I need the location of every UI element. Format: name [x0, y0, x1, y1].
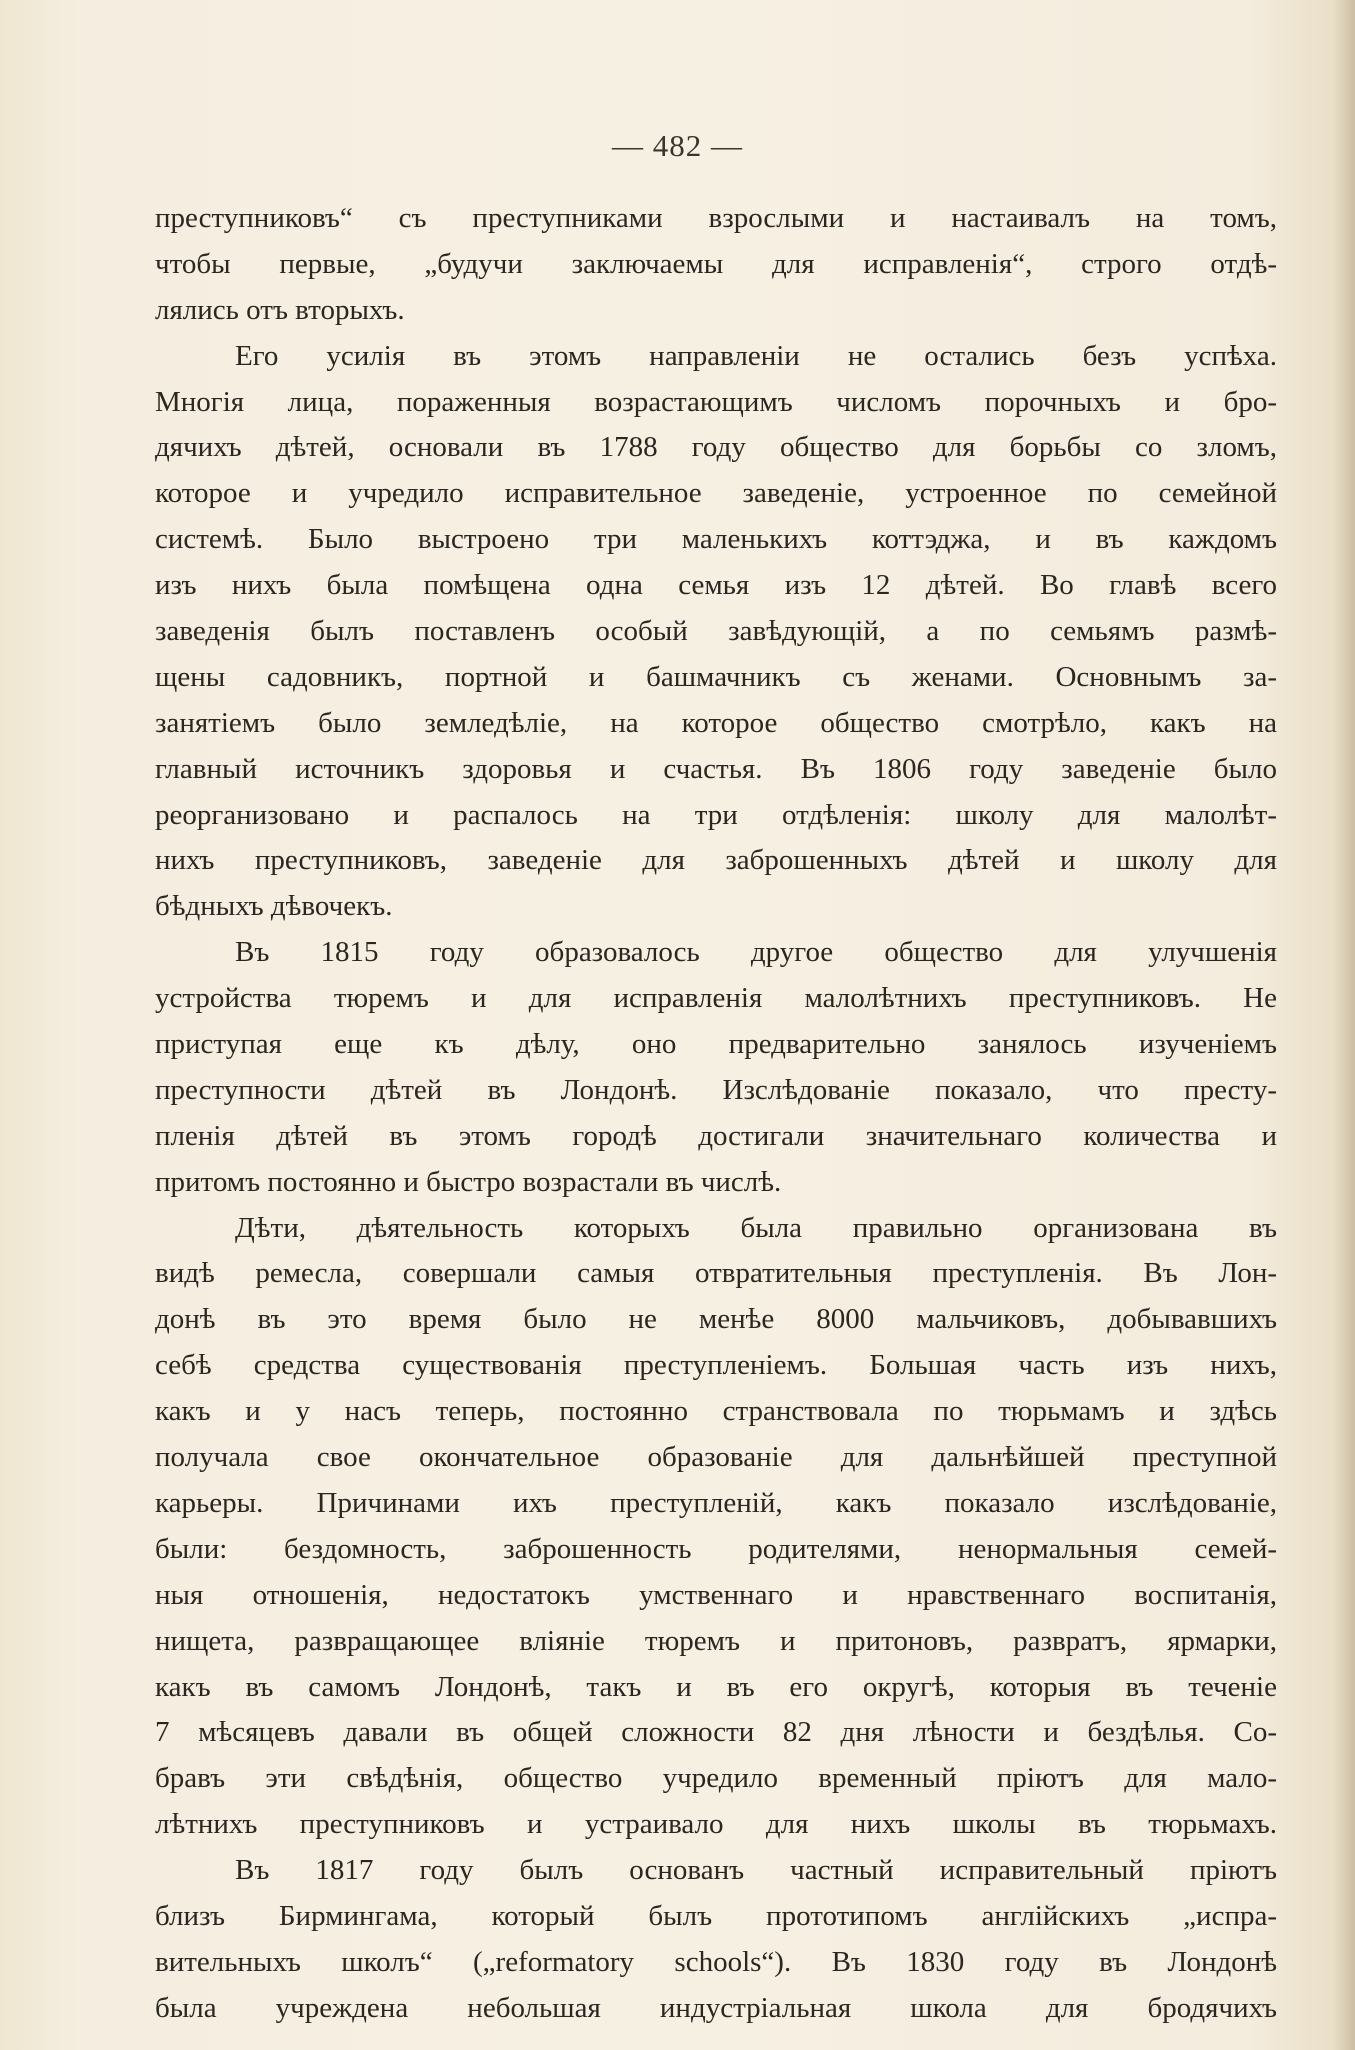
text-line: нихъ преступниковъ, заведеніе для заброшенныхъ дѣтей и школу для	[155, 844, 1277, 877]
text-line: главный источникъ здоровья и счастья. Въ 1806 году заведеніе было	[155, 752, 1277, 785]
text-line: щены садовникъ, портной и башмачникъ съ женами. Основнымъ за-	[155, 660, 1277, 693]
text-line: какъ и у насъ теперь, постоянно странствовала по тюрьмамъ и здѣсь	[155, 1395, 1277, 1428]
text-line: которое и учредило исправительное заведеніе, устроенное по семейной	[155, 477, 1277, 510]
text-line: была учреждена небольшая индустріальная школа для бродячихъ	[155, 1991, 1277, 2024]
text-line: 7 мѣсяцевъ давали въ общей сложности 82 дня лѣности и бездѣлья. Со-	[155, 1716, 1277, 1749]
text-line: лѣтнихъ преступниковъ и устраивало для нихъ школы въ тюрьмахъ.	[155, 1808, 1277, 1841]
text-line: дячихъ дѣтей, основали въ 1788 году общество для борьбы со зломъ,	[155, 431, 1277, 464]
page-number: — 482 —	[612, 128, 743, 163]
text-line: Многія лица, пораженныя возрастающимъ числомъ порочныхъ и бро-	[155, 385, 1277, 418]
text-line: какъ въ самомъ Лондонѣ, такъ и въ его округѣ, которыя въ теченіе	[155, 1670, 1277, 1703]
text-line: притомъ постоянно и быстро возрастали въ числѣ.	[155, 1165, 782, 1198]
text-line: пленія дѣтей въ этомъ городѣ достигали значительнаго количества и	[155, 1119, 1277, 1152]
text-line: Въ 1815 году образовалось другое общество для улучшенія	[235, 936, 1277, 969]
text-line: устройства тюремъ и для исправленія малолѣтнихъ преступниковъ. Не	[155, 982, 1277, 1015]
page-edge-shadow	[1333, 0, 1355, 2050]
text-line: Его усилія въ этомъ направленіи не остались безъ успѣха.	[235, 339, 1277, 372]
text-line: лялись отъ вторыхъ.	[155, 293, 405, 326]
text-line: донѣ въ это время было не менѣе 8000 мальчиковъ, добывавшихъ	[155, 1303, 1277, 1336]
text-line: бѣдныхъ дѣвочекъ.	[155, 890, 393, 923]
text-line: преступниковъ“ съ преступниками взрослыми и настаивалъ на томъ,	[155, 202, 1277, 234]
text-line: карьеры. Причинами ихъ преступленій, какъ показало изслѣдованіе,	[155, 1486, 1277, 1519]
text-line: реорганизовано и распалось на три отдѣленія: школу для малолѣт-	[155, 798, 1277, 831]
text-line: видѣ ремесла, совершали самыя отвратительныя преступленія. Въ Лон-	[155, 1257, 1277, 1290]
text-line: Въ 1817 году былъ основанъ частный исправительный пріютъ	[235, 1854, 1277, 1887]
text-line: себѣ средства существованія преступленіемъ. Большая часть изъ нихъ,	[155, 1349, 1277, 1382]
body-text	[155, 196, 1277, 2032]
text-line: заведенія былъ поставленъ особый завѣдующій, а по семьямъ размѣ-	[155, 615, 1277, 648]
text-line: системѣ. Было выстроено три маленькихъ коттэджа, и въ каждомъ	[155, 523, 1277, 556]
text-line: вительныхъ школъ“ („reformatory schools“). Въ 1830 году въ Лондонѣ	[155, 1945, 1277, 1978]
text-line: Дѣти, дѣятельность которыхъ была правильно организована въ	[235, 1211, 1277, 1244]
text-line: получала свое окончательное образованіе для дальнѣйшей преступной	[155, 1441, 1277, 1474]
text-line: занятіемъ было земледѣліе, на которое общество смотрѣло, какъ на	[155, 706, 1277, 739]
text-line: изъ нихъ была помѣщена одна семья изъ 12 дѣтей. Во главѣ всего	[155, 569, 1277, 602]
text-line: чтобы первые, „будучи заключаемы для исправленія“, строго отдѣ-	[155, 247, 1277, 280]
text-line: ныя отношенія, недостатокъ умственнаго и нравственнаго воспитанія,	[155, 1578, 1277, 1611]
text-line: близъ Бирмингама, который былъ прототипомъ англійскихъ „испра-	[155, 1899, 1277, 1932]
text-line: нищета, развращающее вліяніе тюремъ и притоновъ, развратъ, ярмарки,	[155, 1624, 1277, 1657]
text-line: были: бездомность, заброшенность родителями, ненормальныя семей-	[155, 1532, 1277, 1565]
text-line: бравъ эти свѣдѣнія, общество учредило временный пріютъ для мало-	[155, 1762, 1277, 1795]
text-line: приступая еще къ дѣлу, оно предварительно занялось изученіемъ	[155, 1028, 1277, 1061]
text-line: преступности дѣтей въ Лондонѣ. Изслѣдованіе показало, что престу-	[155, 1073, 1277, 1106]
